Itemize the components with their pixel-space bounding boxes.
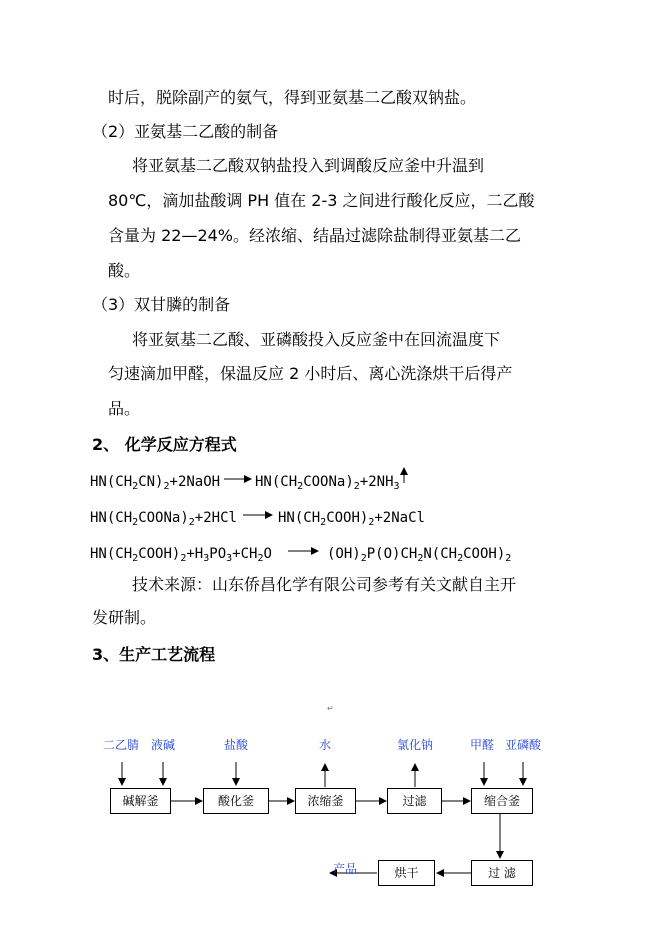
source-line: 发研制。 xyxy=(92,608,157,627)
subheading-3: （3）双甘膦的制备 xyxy=(92,295,231,314)
paragraph-line: 时后，脱除副产的氨气，得到亚氨基二乙酸双钠盐。 xyxy=(108,88,477,107)
section-3-title: 3、生产工艺流程 xyxy=(92,645,216,664)
equation-2-lhs: $HN(CH_2COONa)_2+2HCl$ xyxy=(90,510,237,528)
paragraph-line: 将亚氨基二乙酸、亚磷酸投入反应釜中在回流温度下 xyxy=(132,330,501,349)
paragraph-line: 含量为 22—24%。经浓缩、结晶过滤除盐制得亚氨基二乙 xyxy=(108,226,522,245)
paragraph-mark: ↵ xyxy=(327,704,334,713)
paragraph-line: 品。 xyxy=(108,399,141,418)
paragraph-line: 80℃，滴加盐酸调 PH 值在 2-3 之间进行酸化反应，二乙酸 xyxy=(108,191,535,210)
output-label-shui: 水 xyxy=(319,738,332,752)
paragraph-line: 匀速滴加甲醛，保温反应 2 小时后、离心洗涤烘干后得产 xyxy=(108,364,513,383)
input-label-jiaquan: 甲醛 xyxy=(470,738,495,752)
subheading-2: （2）亚氨基二乙酸的制备 xyxy=(92,122,279,141)
paragraph-line: 将亚氨基二乙酸双钠盐投入到调酸反应釜中升温到 xyxy=(132,156,485,175)
flow-arrows xyxy=(122,762,523,873)
box-nongsuo: 浓缩釜 xyxy=(295,788,356,814)
section-2-title: 2、 化学反应方程式 xyxy=(92,435,237,454)
input-label-yalinsuan: 亚磷酸 xyxy=(505,738,542,752)
box-guolv-1: 过滤 xyxy=(387,788,442,814)
box-honggan: 烘干 xyxy=(378,860,435,886)
box-jianjie: 碱解釜 xyxy=(110,788,171,814)
box-guolv-2: 过 滤 xyxy=(471,860,533,886)
box-suohe: 缩合釜 xyxy=(471,788,533,814)
source-line: 技术来源：山东侨昌化学有限公司参考有关文献自主开 xyxy=(132,575,517,594)
equation-1-rhs: $HN(CH_2COONa)_2+2NH_3$ xyxy=(255,474,400,492)
input-label-diyijing: 二乙腈 xyxy=(103,738,140,752)
input-label-yansuan: 盐酸 xyxy=(224,738,249,752)
box-suanhua: 酸化釜 xyxy=(203,788,269,814)
input-label-yejian: 液碱 xyxy=(151,738,176,752)
equation-3-rhs: $(OH)_2P(O)CH_2N(CH_2COOH)_2$ xyxy=(327,546,512,564)
equation-1-lhs: $HN(CH_2CN)_2+2NaOH$ xyxy=(90,474,221,492)
output-label-chanpin: 产品 xyxy=(333,862,358,876)
equation-3-lhs: $HN(CH_2COOH)_2+H_3PO_3+CH_2O$ xyxy=(90,546,272,564)
output-label-lvhuana: 氯化钠 xyxy=(397,738,434,752)
equation-2-rhs: $HN(CH_2COOH)_2+2NaCl$ xyxy=(278,510,425,528)
paragraph-line: 酸。 xyxy=(108,261,141,280)
equation-arrows xyxy=(224,468,404,551)
